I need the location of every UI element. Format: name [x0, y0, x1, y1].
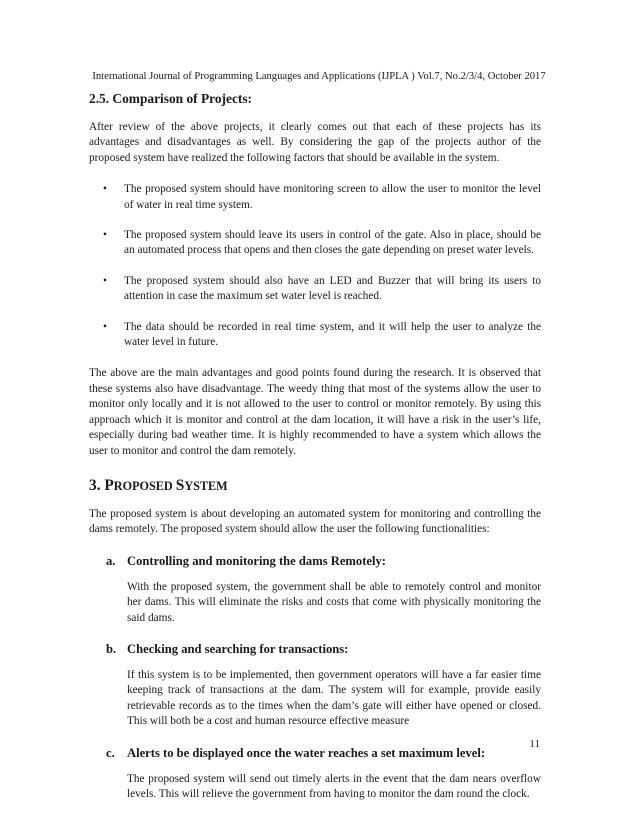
- item-title: Alerts to be displayed once the water reaches a set maximum level:: [127, 745, 486, 760]
- list-item-text: The proposed system should have monitoring screen to allow the user to monitor the level of water in real time system.: [124, 183, 541, 211]
- list-item: [89, 182, 541, 213]
- list-item-text: The proposed system should leave its users in control of the gate. Also in place, should be an automated process that opens and then closes the gate depending on preset water levels.: [124, 229, 541, 257]
- section-3-title-s: S: [175, 476, 185, 494]
- item-title: Controlling and monitoring the dams Remotely:: [127, 553, 386, 568]
- functionality-c: [106, 745, 541, 803]
- page-content: [89, 91, 541, 802]
- section-3-title-p: P: [104, 476, 114, 494]
- functionality-c-body: The proposed system will send out timely alerts in the event that the dam nears overflow levels. This will relieve the government from having to monitor the dam round the clock.: [127, 772, 541, 800]
- item-letter: b.: [106, 641, 117, 656]
- section-3-heading: [89, 477, 541, 495]
- bullet-icon: •: [103, 229, 107, 242]
- list-item: [89, 274, 541, 305]
- functionality-a-heading: [106, 553, 541, 569]
- list-item: [89, 228, 541, 259]
- factors-list: [89, 182, 541, 350]
- bullet-icon: •: [103, 183, 107, 196]
- functionality-b: [106, 641, 541, 730]
- functionality-c-heading: [106, 745, 541, 761]
- section-2-5-heading: 2.5. Comparison of Projects:: [89, 91, 253, 106]
- functionality-a: [106, 553, 541, 626]
- list-item: [89, 320, 541, 351]
- functionality-a-body: With the proposed system, the government shall be able to remotely control and monitor her dams. This will eliminate the risks and costs that come with physically monitoring the said dams.: [127, 580, 541, 624]
- page-number: 11: [529, 738, 540, 750]
- item-letter: c.: [106, 745, 115, 760]
- section-3-intro: The proposed system is about developing an automated system for monitoring and controlling the dams remotely. The proposed system should allow the user the following functionalities:: [89, 507, 541, 536]
- section-2-5-conclusion: The above are the main advantages and good points found during the research. It is observed that these systems also have disadvantage. The weedy thing that most of the systems allow the user to monitor only locally and it is not allowed to the user to control or monitor remotely. By using this approach which it is monitor and control at the dam location, it will have a risk in the user’s life, especially during bad weather time. It is highly recommended to have a system which allows the user to monitor and control the dam remotely.: [89, 367, 541, 457]
- section-3-number: 3.: [89, 476, 105, 494]
- section-3-title-s-rest: YSTEM: [184, 478, 228, 493]
- section-2-5-intro: After review of the above projects, it clearly comes out that each of these projects has its advantages and disadvantages as well. By considering the gap of the projects author of the proposed system have realized the following factors that should be available in the system.: [89, 121, 541, 164]
- functionality-b-heading: [106, 641, 541, 657]
- item-letter: a.: [106, 553, 116, 568]
- bullet-icon: •: [103, 274, 107, 287]
- bullet-icon: •: [103, 320, 107, 333]
- section-3-title-p-rest: ROPOSED: [113, 478, 176, 493]
- item-title: Checking and searching for transactions:: [127, 641, 349, 656]
- list-item-text: The data should be recorded in real time system, and it will help the user to analyze the water level in future.: [124, 320, 541, 349]
- list-item-text: The proposed system should also have an LED and Buzzer that will bring its users to attention in case the maximum set water level is reached.: [124, 274, 541, 303]
- running-header: International Journal of Programming Languages and Applications (IJPLA ) Vol.7, No.2/3/4, October 2017: [92, 71, 546, 82]
- functionality-b-body: If this system is to be implemented, then government operators will have a far easier time keeping track of transactions at the dam. The system will for example, provide easily retrievable records as to the times when the dam’s gate will either have opened or closed. This will both be a cost and human resource effective measure: [127, 668, 541, 728]
